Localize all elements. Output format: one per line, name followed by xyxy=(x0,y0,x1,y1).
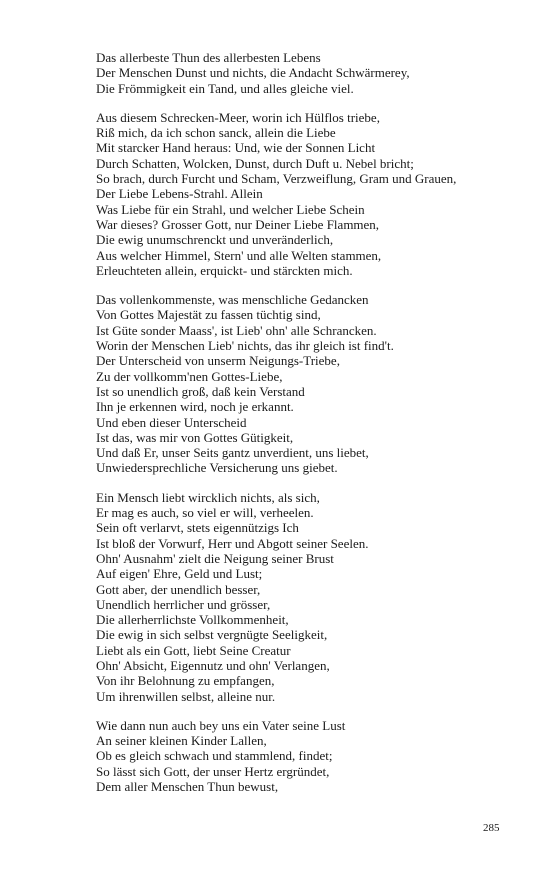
verse-line: Ist Güte sonder Maass', ist Lieb' ohn' alle Schrancken. xyxy=(96,322,377,338)
stanza xyxy=(96,490,516,704)
stanza xyxy=(96,110,516,278)
verse-line: Ohn' Ausnahm' zielt die Neigung seiner Brust xyxy=(96,550,334,566)
verse-line: Unwiedersprechliche Versicherung uns giebet. xyxy=(96,460,338,476)
page-number: 285 xyxy=(483,822,500,834)
verse-line: Gott aber, der unendlich besser, xyxy=(96,581,261,597)
verse-line: Und eben dieser Unterscheid xyxy=(96,414,247,430)
verse-line: Aus welcher Himmel, Stern' und alle Welten stammen, xyxy=(96,247,382,263)
verse-line: Erleuchteten allein, erquickt- und stärckten mich. xyxy=(96,262,353,278)
verse-line: Die ewig unumschrenckt und unveränderlich, xyxy=(96,232,334,248)
verse-line: Und daß Er, unser Seits gantz unverdient, uns liebet, xyxy=(96,445,369,461)
verse-line: Der Unterscheid von unserm Neigungs-Triebe, xyxy=(96,353,340,369)
verse-line: Der Liebe Lebens-Strahl. Allein xyxy=(96,186,263,202)
stanza xyxy=(96,292,516,476)
verse-line: Die ewig in sich selbst vergnügte Seeligkeit, xyxy=(96,627,328,643)
verse-line: Ob es gleich schwach und stammlend, findet; xyxy=(96,748,333,764)
verse-line: Ein Mensch liebt wircklich nichts, als sich, xyxy=(96,489,320,505)
verse-line: Um ihrenwillen selbst, alleine nur. xyxy=(96,688,276,704)
verse-line: Das vollenkommenste, was menschliche Gedancken xyxy=(96,292,369,308)
stanza xyxy=(96,50,516,96)
verse-line: Durch Schatten, Wolcken, Dunst, durch Duft u. Nebel bricht; xyxy=(96,155,414,171)
verse-line: Wie dann nun auch bey uns ein Vater seine Lust xyxy=(96,717,346,733)
verse-line: An seiner kleinen Kinder Lallen, xyxy=(96,733,267,749)
verse-line: Unendlich herrlicher und grösser, xyxy=(96,596,271,612)
verse-line: Ihn je erkennen wird, noch je erkannt. xyxy=(96,399,294,415)
verse-line: Von Gottes Majestät zu fassen tüchtig sind, xyxy=(96,307,321,323)
verse-line: Sein oft verlarvt, stets eigennützigs Ich xyxy=(96,520,299,536)
verse-line: Dem aller Menschen Thun bewust, xyxy=(96,779,279,795)
verse-line: Ohn' Absicht, Eigennutz und ohn' Verlangen, xyxy=(96,657,330,673)
verse-line: Worin der Menschen Lieb' nichts, das ihr gleich ist find't. xyxy=(96,338,394,354)
verse-line: Ist bloß der Vorwurf, Herr und Abgott seiner Seelen. xyxy=(96,535,369,551)
verse-line: Zu der vollkomm'nen Gottes-Liebe, xyxy=(96,368,283,384)
verse-line: Das allerbeste Thun des allerbesten Lebens xyxy=(96,50,321,65)
verse-line: Aus diesem Schrecken-Meer, worin ich Hülflos triebe, xyxy=(96,109,380,125)
verse-line: Liebt als ein Gott, liebt Seine Creatur xyxy=(96,642,291,658)
verse-line: Die allerherrlichste Vollkommenheit, xyxy=(96,612,289,628)
verse-line: Von ihr Belohnung zu empfangen, xyxy=(96,673,275,689)
verse-line: Riß mich, da ich schon sanck, allein die Liebe xyxy=(96,125,336,141)
verse-line: Mit starcker Hand heraus: Und, wie der Sonnen Licht xyxy=(96,140,376,156)
verse-line: Der Menschen Dunst und nichts, die Andacht Schwärmerey, xyxy=(96,65,410,81)
verse-line: War dieses? Grosser Gott, nur Deiner Liebe Flammen, xyxy=(96,216,380,232)
verse-line: So brach, durch Furcht und Scham, Verzweiflung, Gram und Grauen, xyxy=(96,171,457,187)
verse-line: Die Frömmigkeit ein Tand, und alles gleiche viel. xyxy=(96,80,354,96)
verse-line: Ist so unendlich groß, daß kein Verstand xyxy=(96,383,305,399)
poem-text xyxy=(96,50,516,808)
stanza xyxy=(96,718,516,794)
verse-line: Auf eigen' Ehre, Geld und Lust; xyxy=(96,566,263,582)
verse-line: Was Liebe für ein Strahl, und welcher Liebe Schein xyxy=(96,201,365,217)
verse-line: So lässt sich Gott, der unser Hertz ergründet, xyxy=(96,763,330,779)
verse-line: Ist das, was mir von Gottes Gütigkeit, xyxy=(96,429,294,445)
verse-line: Er mag es auch, so viel er will, verheelen. xyxy=(96,505,314,521)
